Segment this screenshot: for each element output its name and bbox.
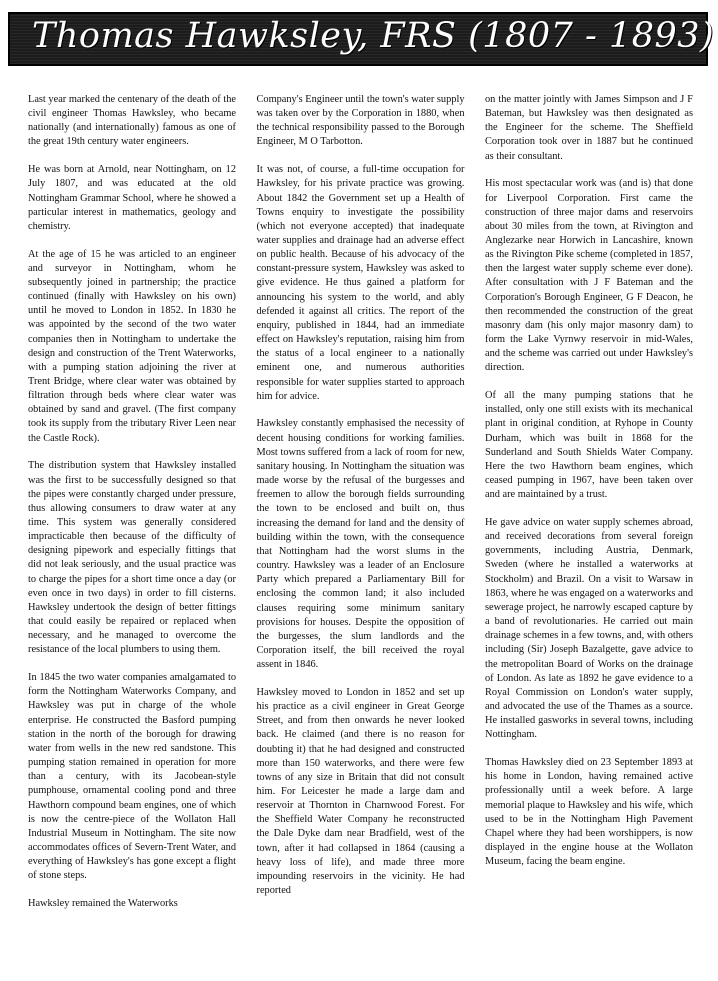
- paragraph: He was born at Arnold, near Nottingham, on 12 July 1807, and was educated at the old Nottingham Grammar School, where he showed a particular interest in mathematics, geology and chemistry.: [28, 164, 236, 232]
- column-1: [28, 93, 236, 973]
- paragraph: Last year marked the centenary of the death of the civil engineer Thomas Hawksley, who became nationally (and internationally) famous as one of the great 19th century water engineers.: [28, 94, 236, 148]
- paragraph: Hawksley moved to London in 1852 and set up his practice as a civil engineer in Great George Street, and from then onwards he never looked back. He claimed (and there is no reason for doubting it) that he had designed and constructed more than 150 waterworks, and there were few towns of any size in Britain that did not consult him. For Leicester he made a large dam and reservoir at Thornton in Charnwood Forest. For the Sheffield Water Company he reconstructed the Dale Dyke dam near Bradfield, west of the town, after it had collapsed in 1864 (causing a heavy loss of life), and made three more impounding reservoirs in the vicinity. He had reported: [256, 686, 465, 897]
- paragraph: He gave advice on water supply schemes abroad, and received decorations from several foreign governments, including Austria, Denmark, Sweden (where he installed a waterworks at Stockholm) and Brazil. On a visit to Warsaw in 1863, where he was engaged on a waterworks and sewerage project, he narrowly escaped capture by a band of revolutionaries. He carried out main drainage schemes in a few towns, and, with others including (Sir) Joseph Bazalgette, gave advice to the metropolitan Board of Works on the drainage of London. As late as 1892 he gave evidence to a Royal Commission on London's water supply, and advocated the use of the Thames as a source. He installed gasworks in several towns, including Nottingham.: [485, 517, 693, 741]
- column-2: [257, 93, 465, 973]
- paragraph: Hawksley constantly emphasised the necessity of decent housing conditions for working families. Most towns suffered from a lack of room for new, sanitary housing. In Nottingham the situation was made worse by the refusal of the burgesses and freemen to allow the borough fields surrounding the town to be enclosed and built on, thus increasing the demand for land and the density of building within the town, with the consequence that Nottingham had the worst slums in the country. Hawksley was a leader of an Enclosure Party which prepared a Parliamentary Bill for enclosing the common land; it also included clauses requiring some minimum sanitary provisions for houses. Despite the opposition of the burgesses, the slum landlords and the Corporation itself, the bill received the royal assent in 1846.: [256, 418, 465, 671]
- paragraph: The distribution system that Hawksley installed was the first to be successfully designed so that the pipes were constantly charged under pressure, thus allowing consumers to draw water at any time. This system was generally considered impracticable then because of the difficulty of designing pipework and especially fittings that did not leak seriously, and the usual practice was to charge the pipes for a short time once a day (or even once in two days) in order to fill cisterns. Hawksley undertook the design of better fittings that could easily be repaired or replaced when necessary, and he managed to overcome the resistance of the local plumbers to using them.: [28, 460, 236, 656]
- paragraph: His most spectacular work was (and is) that done for Liverpool Corporation. First came the construction of three major dams and reservoirs about 30 miles from the town, at Rivington and Anglezarke near Horwich in Lancashire, known as the Rivington Pike scheme (completed in 1857, then the largest water supply scheme ever done). After consultation with J F Bateman and the Corporation's Borough Engineer, G F Deacon, he then recommended the construction of the great masonry dam (his only major masonry dam) to form the Lake Vyrnwy reservoir in mid-Wales, and the scheme was carried out under Hawksley's direction.: [485, 178, 693, 374]
- title-banner: [8, 12, 715, 66]
- paragraph: on the matter jointly with James Simpson and J F Bateman, but Hawksley was then designated as the Engineer for the scheme. The Sheffield Corporation took over in 1887 but he continued as their consultant.: [485, 94, 693, 162]
- paragraph: Thomas Hawksley died on 23 September 1893 at his home in London, having remained active professionally until a week before. A large memorial plaque to Hawksley and his wife, which used to be in the Nottingham High Pavement Chapel where they had been worshippers, is now displayed in the engine house at the Wollaton Museum, facing the beam engine.: [485, 757, 693, 868]
- paragraph: Hawksley remained the Waterworks: [28, 898, 178, 910]
- paragraph: It was not, of course, a full-time occupation for Hawksley, for his private practice was growing. About 1842 the Government set up a Health of Towns enquiry to investigate the possibility (which not everyone accepted) that inadequate water supplies and drainage had an adverse effect on public health. Because of his advocacy of the constant-pressure system, Hawksley was asked to give evidence. He thus gained a platform for announcing his system to the world, and ably defended it against all critics. The report of the enquiry, published in 1844, had an immediate effect on Hawksley's reputation, raising him from the status of a local engineer to a nationally eminent one, and numerous authorities responsible for water supplies started to approach him for advice.: [256, 164, 465, 402]
- paragraph: Of all the many pumping stations that he installed, only one still exists with its mechanical plant in original condition, at Ryhope in County Durham, which was built in 1868 for the Sunderland and South Shields Water Company. Here the two Hawthorn beam engines, which ceased pumping in 1967, have been taken over and are maintained by a trust.: [485, 390, 693, 501]
- column-3: [485, 93, 693, 973]
- paragraph: In 1845 the two water companies amalgamated to form the Nottingham Waterworks Company, and Hawksley was put in charge of the whole enterprise. He constructed the Basford pumping station in the north of the borough for drawing water from wells in the new red sandstone. This pumping station remained in operation for more than a century, with its Jacobean-style pumphouse, ornamental cooling pond and three Hawthorn compound beam engines, one of which is now the centre-piece of the Wollaton Hall Industrial Museum in Nottingham. The site now accommodates offices of Severn-Trent Water, and everything of Hawksley's has gone except a flight of stone steps.: [28, 672, 236, 882]
- paragraph: At the age of 15 he was articled to an engineer and surveyor in Nottingham, whom he subsequently joined in partnership; the practice continued (finally with Hawksley on his own) until he moved to London in 1852. In 1830 he was appointed by the second of the two water companies then in Nottingham to undertake the design and construction of the Trent Waterworks, with a pumping station adjoining the river at Trent Bridge, where clear water was obtained by filtration through beds where clear water was obtained by sand and gravel. (The first company took its supply from the tributary River Leen near the Castle Rock).: [28, 248, 236, 444]
- article-body: [28, 93, 693, 973]
- paragraph: Company's Engineer until the town's water supply was taken over by the Corporation in 1880, when the technical responsibility passed to the Borough Engineer, M O Tarbotton.: [256, 94, 465, 148]
- page-title: Thomas Hawksley, FRS (1807 - 1893): [32, 16, 715, 56]
